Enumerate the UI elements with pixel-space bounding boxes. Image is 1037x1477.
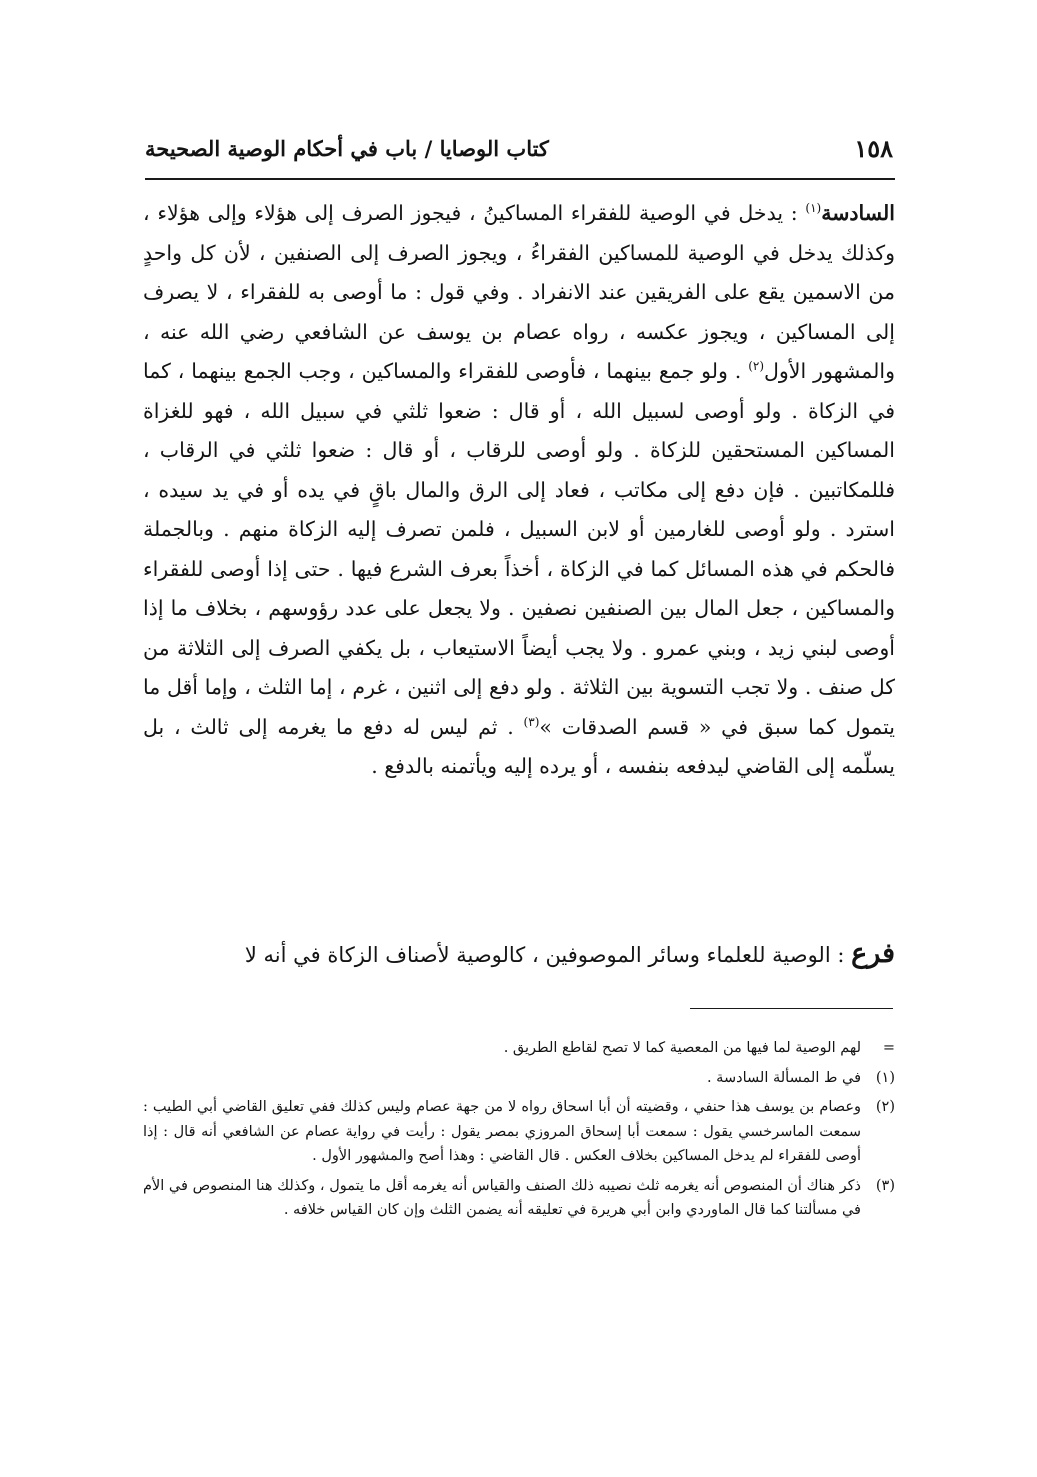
running-title: كتاب الوصايا / باب في أحكام الوصية الصحيحة xyxy=(145,136,549,161)
footnote-text: في ط المسألة السادسة . xyxy=(706,1069,861,1086)
footnote-marker: = xyxy=(882,1040,895,1056)
page-number: ١٥٨ xyxy=(854,134,893,163)
footnote-ref-2: (٢) xyxy=(748,359,765,374)
branch-label: فرع xyxy=(851,938,895,969)
footnote-separator xyxy=(690,1008,893,1009)
main-text xyxy=(143,194,895,787)
footnote-marker: (١) xyxy=(875,1069,895,1086)
footnotes xyxy=(143,1036,895,1228)
paragraph-text-part-2: . ولو جمع بينهما ، فأوصى للفقراء والمساكين ، وجب الجمع بينهما ، كما في الزكاة . ولو أوصى لسبيل الله ، أو قال : ضعوا ثلثي في سبيل الله ، فهو للغزاة المساكين المستحقين للزكاة . ولو أوصى للرقاب ، أو قال : ضعوا ثلثي في الرقاب ، فللمكاتبين . فإن دفع إلى مكاتب ، فعاد إلى الرق والمال باقٍ في يده أو في يد سيده ، استرد . ولو أوصى للغارمين أو لابن السبيل ، فلمن تصرف إليه الزكاة منهم . وبالجملة فالحكم في هذه المسائل كما في الزكاة ، أخذاً بعرف الشرع فيها . حتى إذا أوصى للفقراء والمساكين ، جعل المال بين الصنفين نصفين . ولا يجعل على عدد رؤوسهم ، بخلاف ما إذا أوصى لبني زيد ، وبني عمرو . ولا يجب أيضاً الاستيعاب ، بل يكفي الصرف إلى الثلاثة من كل صنف . ولا تجب التسوية بين الثلاثة . ولو دفع إلى اثنين ، غرم ، إما الثلث ، وإما أقل ما يتمول كما سبق في « قسم الصدقات » xyxy=(143,359,895,739)
footnote-text: ذكر هناك أن المنصوص أنه يغرمه ثلث نصيبه ذلك الصنف والقياس أنه يغرمه أقل ما يتمول ، وكذلك هنا المنصوص في الأم في مسألتنا كما قال الماوردي وابن أبي هريرة في تعليقه أنه يضمن الثلث وإن كان القياس خلافه . xyxy=(143,1177,861,1218)
page-header xyxy=(145,132,893,172)
paragraph-sixth-issue xyxy=(143,194,895,787)
footnote-ref-1: (١) xyxy=(805,201,822,216)
footnote-text: لهم الوصية لما فيها من المعصية كما لا تصح لقاطع الطريق . xyxy=(503,1040,861,1056)
branch-text: : الوصية للعلماء وسائر الموصوفين ، كالوصية لأصناف الزكاة في أنه لا xyxy=(244,943,852,967)
footnote-marker: (٢) xyxy=(875,1099,895,1115)
footnote-continuation xyxy=(143,1036,895,1061)
header-rule xyxy=(145,178,895,180)
footnote-3 xyxy=(143,1174,895,1223)
paragraph-text-part-3: . ثم ليس له دفع ما يغرمه إلى ثالث ، بل يسلّمه إلى القاضي ليدفعه بنفسه ، أو يرده إليه ويأتمنه بالدفع . xyxy=(143,714,895,778)
footnote-text: وعصام بن يوسف هذا حنفي ، وقضيته أن أبا اسحاق رواه لا من جهة عصام وليس كذلك ففي تعليق القاضي أبي الطيب : سمعت الماسرخسي يقول : سمعت أبا إسحاق المروزي بمصر يقول : رأيت في رواية عصام عن الشافعي أنه قال : إذا أوصى للفقراء لم يدخل المساكين بخلاف العكس . قال القاضي : وهذا أصح والمشهور الأول . xyxy=(143,1099,861,1164)
footnote-1 xyxy=(143,1066,895,1091)
footnote-ref-3: (٣) xyxy=(523,714,540,729)
branch-section xyxy=(143,934,895,975)
footnote-2 xyxy=(143,1095,895,1169)
footnote-marker: (٣) xyxy=(875,1177,895,1194)
paragraph-text-part-1: : يدخل في الوصية للفقراء المساكينُ ، فيجوز الصرف إلى هؤلاء وإلى هؤلاء ، وكذلك يدخل في الوصية للمساكين الفقراءُ ، ويجوز الصرف إلى الصنفين ، لأن كل واحدٍ من الاسمين يقع على الفريقين عند الانفراد . وفي قول : ما أوصى به للفقراء ، لا يصرف إلى المساكين ، ويجوز عكسه ، رواه عصام بن يوسف عن الشافعي رضي الله عنه ، والمشهور الأول xyxy=(143,201,895,383)
section-lead-word: السادسة xyxy=(821,201,895,225)
